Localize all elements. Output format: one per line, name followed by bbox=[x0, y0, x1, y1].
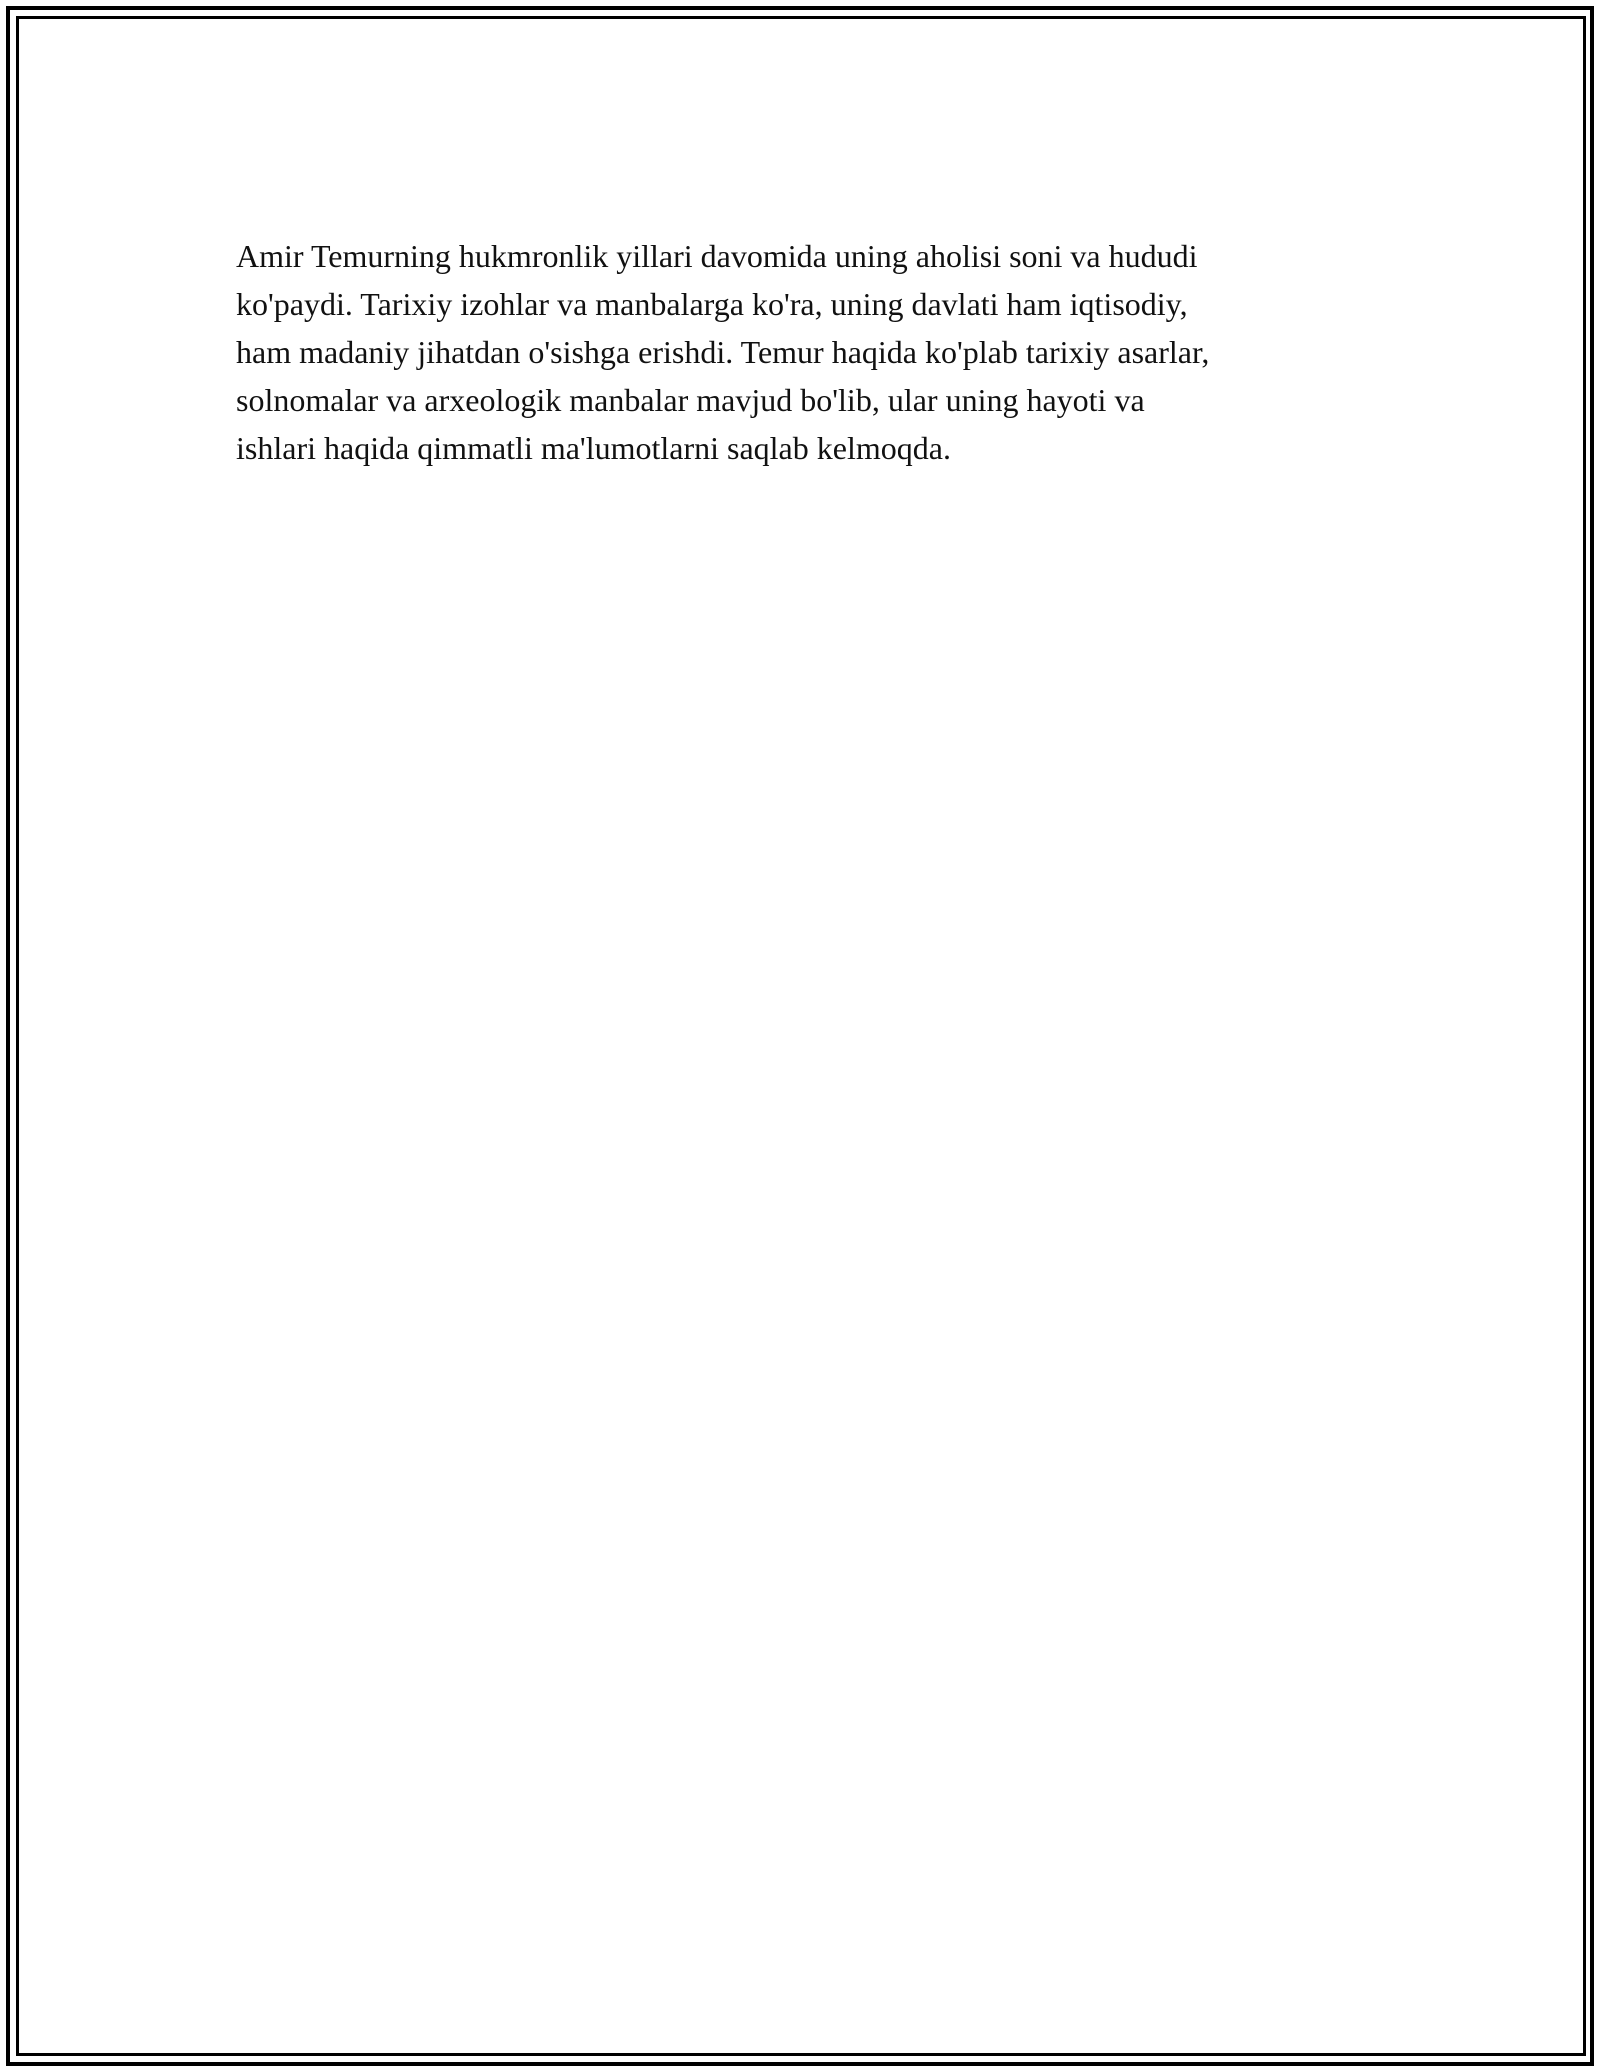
paragraph-line-5: ishlari haqida qimmatli ma'lumotlarni saqlab kelmoqda. bbox=[236, 430, 951, 466]
page-content bbox=[236, 232, 1366, 472]
body-paragraph bbox=[236, 232, 1366, 472]
paragraph-line-4: solnomalar va arxeologik manbalar mavjud bo'lib, ular uning hayoti va bbox=[236, 382, 1145, 418]
paragraph-line-2: ko'paydi. Tarixiy izohlar va manbalarga ko'ra, uning davlati ham iqtisodiy, bbox=[236, 286, 1188, 322]
paragraph-line-1: Amir Temurning hukmronlik yillari davomida uning aholisi soni va hududi bbox=[236, 238, 1198, 274]
paragraph-line-3: ham madaniy jihatdan o'sishga erishdi. Temur haqida ko'plab tarixiy asarlar, bbox=[236, 334, 1210, 370]
